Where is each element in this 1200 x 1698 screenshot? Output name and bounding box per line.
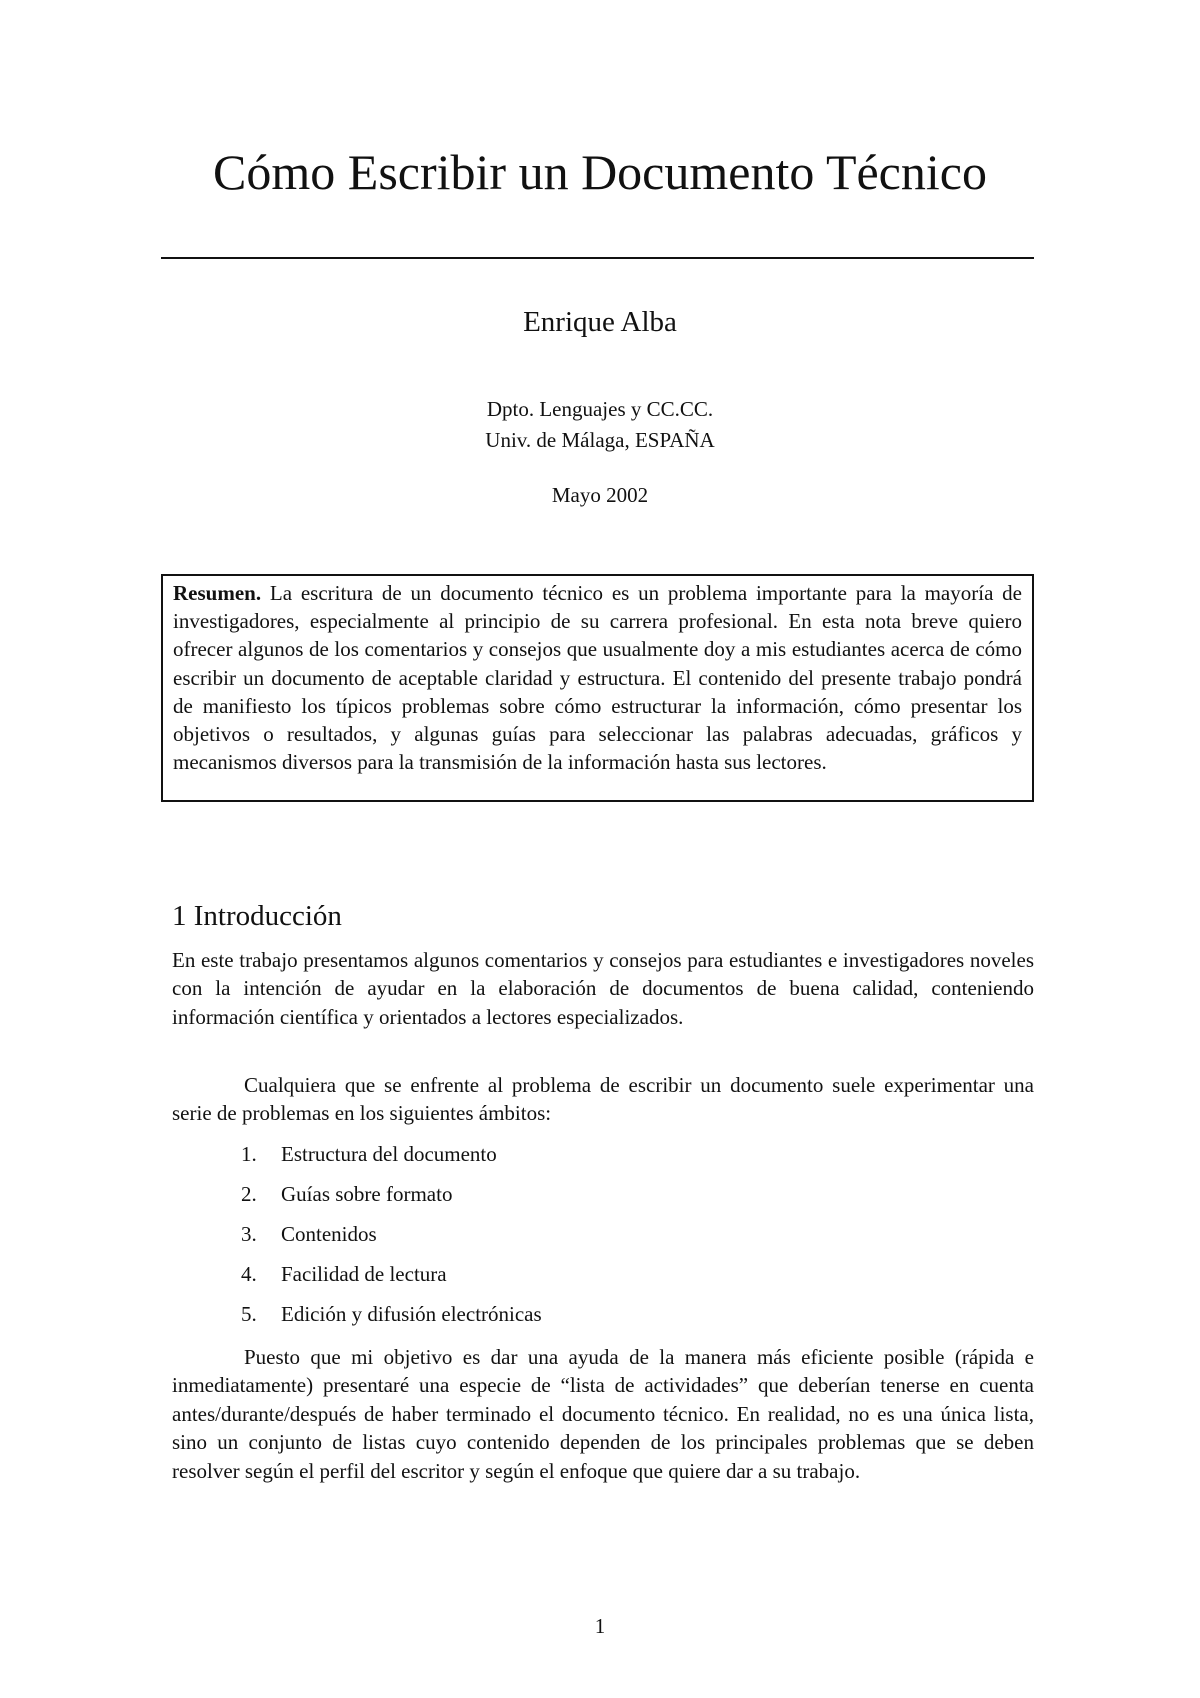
list-item-text: Edición y difusión electrónicas	[281, 1302, 542, 1326]
list-item	[241, 1140, 941, 1180]
list-item-text: Contenidos	[281, 1222, 377, 1246]
list-item-number: 3.	[241, 1222, 257, 1246]
intro-paragraph-2: Cualquiera que se enfrente al problema de escribir un documento suele experimentar una serie de problemas en los siguientes ámbitos:	[172, 1073, 1034, 1126]
document-title: Cómo Escribir un Documento Técnico	[213, 144, 987, 200]
list-item-number: 5.	[241, 1302, 257, 1326]
list-item-number: 4.	[241, 1262, 257, 1286]
list-item-text: Estructura del documento	[281, 1142, 497, 1166]
list-item	[241, 1220, 941, 1260]
title-divider	[161, 257, 1034, 259]
affiliation-department: Dpto. Lenguajes y CC.CC.	[486, 397, 714, 421]
author-name: Enrique Alba	[523, 306, 677, 338]
list-item	[241, 1260, 941, 1300]
page-number: 1	[594, 1614, 606, 1638]
section-heading-introduction: 1 Introducción	[172, 900, 342, 932]
intro-paragraph-3: Puesto que mi objetivo es dar una ayuda de la manera más eficiente posible (rápida e inmediatamente) presentaré una especie de “lista de actividades” que deberían tenerse en cuenta antes/durante/después de haber terminado el documento técnico. En realidad, no es una única lista, sino un conjunto de listas cuyo contenido dependen de los principales problemas que se deben resolver según el perfil del escritor y según el enfoque que quiere dar a su trabajo.	[172, 1345, 1034, 1483]
intro-paragraph-1: En este trabajo presentamos algunos comentarios y consejos para estudiantes e investigadores noveles con la intención de ayudar en la elaboración de documentos de buena calidad, conteniendo información científica y orientados a lectores especializados.	[172, 948, 1034, 1029]
abstract-text: La escritura de un documento técnico es un problema importante para la mayoría de investigadores, especialmente al principio de su carrera profesional. En esta nota breve quiero ofrecer algunos de los comentarios y consejos que usualmente doy a mis estudiantes acerca de cómo escribir un documento de aceptable claridad y estructura. El contenido del presente trabajo pondrá de manifiesto los típicos problemas sobre cómo estructurar la información, cómo presentar los objetivos o resultados, y algunas guías para seleccionar las palabras adecuadas, gráficos y mecanismos diversos para la transmisión de la información hasta sus lectores.	[173, 581, 1023, 775]
list-item-number: 1.	[241, 1142, 257, 1166]
list-item-number: 2.	[241, 1182, 257, 1206]
list-item-text: Facilidad de lectura	[281, 1262, 447, 1286]
publication-date: Mayo 2002	[551, 483, 649, 507]
abstract-label: Resumen.	[173, 581, 262, 605]
author-affiliation	[0, 394, 1200, 456]
affiliation-university: Univ. de Málaga, ESPAÑA	[485, 428, 715, 452]
list-item-text: Guías sobre formato	[281, 1182, 453, 1206]
abstract-box	[161, 574, 1034, 802]
list-item	[241, 1180, 941, 1220]
list-item	[241, 1300, 941, 1340]
problem-areas-list	[241, 1140, 941, 1340]
